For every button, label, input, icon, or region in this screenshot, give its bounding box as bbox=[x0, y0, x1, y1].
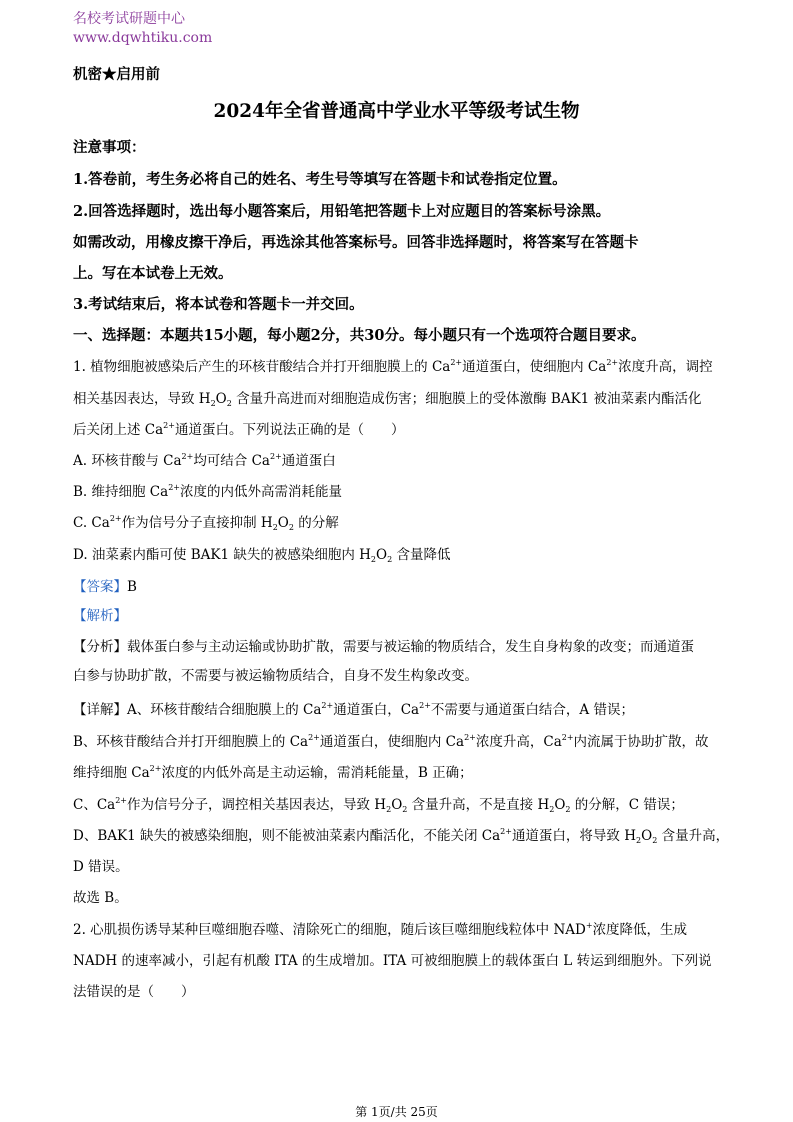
q2-stem-line-3: 法错误的是（ ） bbox=[73, 984, 195, 1000]
notice-2a: 2.回答选择题时，选出每小题答案后，用铅笔把答题卡上对应题目的答案标号涂黑。 bbox=[73, 203, 611, 220]
xiangjie-line-1: 【详解】A、环核苷酸结合细胞膜上的 $Ca^{2+}$通道蛋白，$Ca^{2+}$不需要与通道蛋白结合，A 错误； bbox=[73, 701, 634, 718]
q2-stem-line-1: 2. 心肌损伤诱导某种巨噬细胞吞噬、清除死亡的细胞，随后该巨噬细胞线粒体中 NAD+浓度降低，生成 bbox=[73, 921, 688, 938]
page-number: 第 1页/共 25页 bbox=[355, 1105, 438, 1119]
analysis-tag: 【解析】 bbox=[73, 608, 127, 624]
q1-option-d: D. 油菜素内酯可使 BAK1 缺失的被感染细胞内 $H_2O_2$ 含量降低 bbox=[73, 547, 451, 564]
q1-option-a: A. 环核苷酸与 $Ca^{2+}$均可结合 $Ca^{2+}$通道蛋白 bbox=[73, 452, 336, 469]
q1-stem-line-1: 1. 植物细胞被感染后产生的环核苷酸结合并打开细胞膜上的 $Ca^{2+}$通道蛋白，使细胞内 $Ca^{2+}$浓度升高，调控 bbox=[73, 358, 713, 375]
answer-tag: 【答案】 bbox=[73, 579, 127, 595]
secret-label: 机密★启用前 bbox=[73, 66, 160, 83]
xiangjie-line-7: 故选 B。 bbox=[73, 890, 128, 906]
watermark-name: 名校考试研题中心 bbox=[73, 11, 185, 27]
notice-heading: 注意事项： bbox=[73, 139, 146, 156]
q1-stem-line-3: 后关闭上述 $Ca^{2+}$通道蛋白。下列说法正确的是（ ） bbox=[73, 421, 405, 438]
section-heading: 一、选择题：本题共15小题，每小题2分，共30分。每小题只有一个选项符合题目要求。 bbox=[73, 327, 646, 344]
xiangjie-line-6: D 错误。 bbox=[73, 859, 129, 875]
xiangjie-line-4: C、$Ca^{2+}$作为信号分子，调控相关基因表达，导致 $H_2O_2$ 含量升高，不是直接 $H_2O_2$ 的分解，C 错误； bbox=[73, 796, 684, 814]
xiangjie-line-2: B、环核苷酸结合并打开细胞膜上的 $Ca^{2+}$通道蛋白，使细胞内 $Ca^{2+}$浓度升高，$Ca^{2+}$内流属于协助扩散，故 bbox=[73, 733, 709, 750]
xiangjie-line-5: D、BAK1 缺失的被感染细胞，则不能被油菜素内酯活化，不能关闭 $Ca^{2+}$通道蛋白，将导致 $H_2O_2$ 含量升高， bbox=[73, 827, 730, 845]
notice-2c: 上。写在本试卷上无效。 bbox=[73, 265, 233, 282]
answer-value: B bbox=[127, 579, 137, 595]
fenxi-line-2: 白参与协助扩散，不需要与被运输物质结合，自身不发生构象改变。 bbox=[73, 668, 478, 684]
notice-2b: 如需改动，用橡皮擦干净后，再选涂其他答案标号。回答非选择题时，将答案写在答题卡 bbox=[73, 234, 639, 251]
q1-stem-line-2: 相关基因表达，导致 $H_2O_2$ 含量升高进而对细胞造成伤害；细胞膜上的受体激酶 BAK1 被油菜素内酯活化 bbox=[73, 391, 702, 408]
watermark-url: www.dqwhtiku.com bbox=[73, 30, 213, 46]
q1-option-b: B. 维持细胞 $Ca^{2+}$浓度的内低外高需消耗能量 bbox=[73, 483, 342, 500]
xiangjie-line-3: 维持细胞 $Ca^{2+}$浓度的内低外高是主动运输，需消耗能量，B 正确； bbox=[73, 764, 473, 781]
fenxi-line-1: 【分析】载体蛋白参与主动运输或协助扩散，需要与被运输的物质结合，发生自身构象的改变；而通道蛋 bbox=[73, 639, 694, 655]
notice-3: 3.考试结束后，将本试卷和答题卡一并交回。 bbox=[73, 296, 364, 313]
watermark bbox=[73, 10, 212, 48]
q1-answer bbox=[73, 577, 723, 597]
q2-stem-line-2: NADH 的速率减小，引起有机酸 ITA 的生成增加。ITA 可被细胞膜上的载体蛋白 L 转运到细胞外。下列说 bbox=[73, 953, 712, 969]
q1-option-c: C. $Ca^{2+}$作为信号分子直接抑制 $H_2O_2$ 的分解 bbox=[73, 514, 339, 532]
notice-1: 1.答卷前，考生务必将自己的姓名、考生号等填写在答题卡和试卷指定位置。 bbox=[73, 171, 567, 188]
exam-title: 2024年全省普通高中学业水平等级考试生物 bbox=[213, 101, 580, 122]
